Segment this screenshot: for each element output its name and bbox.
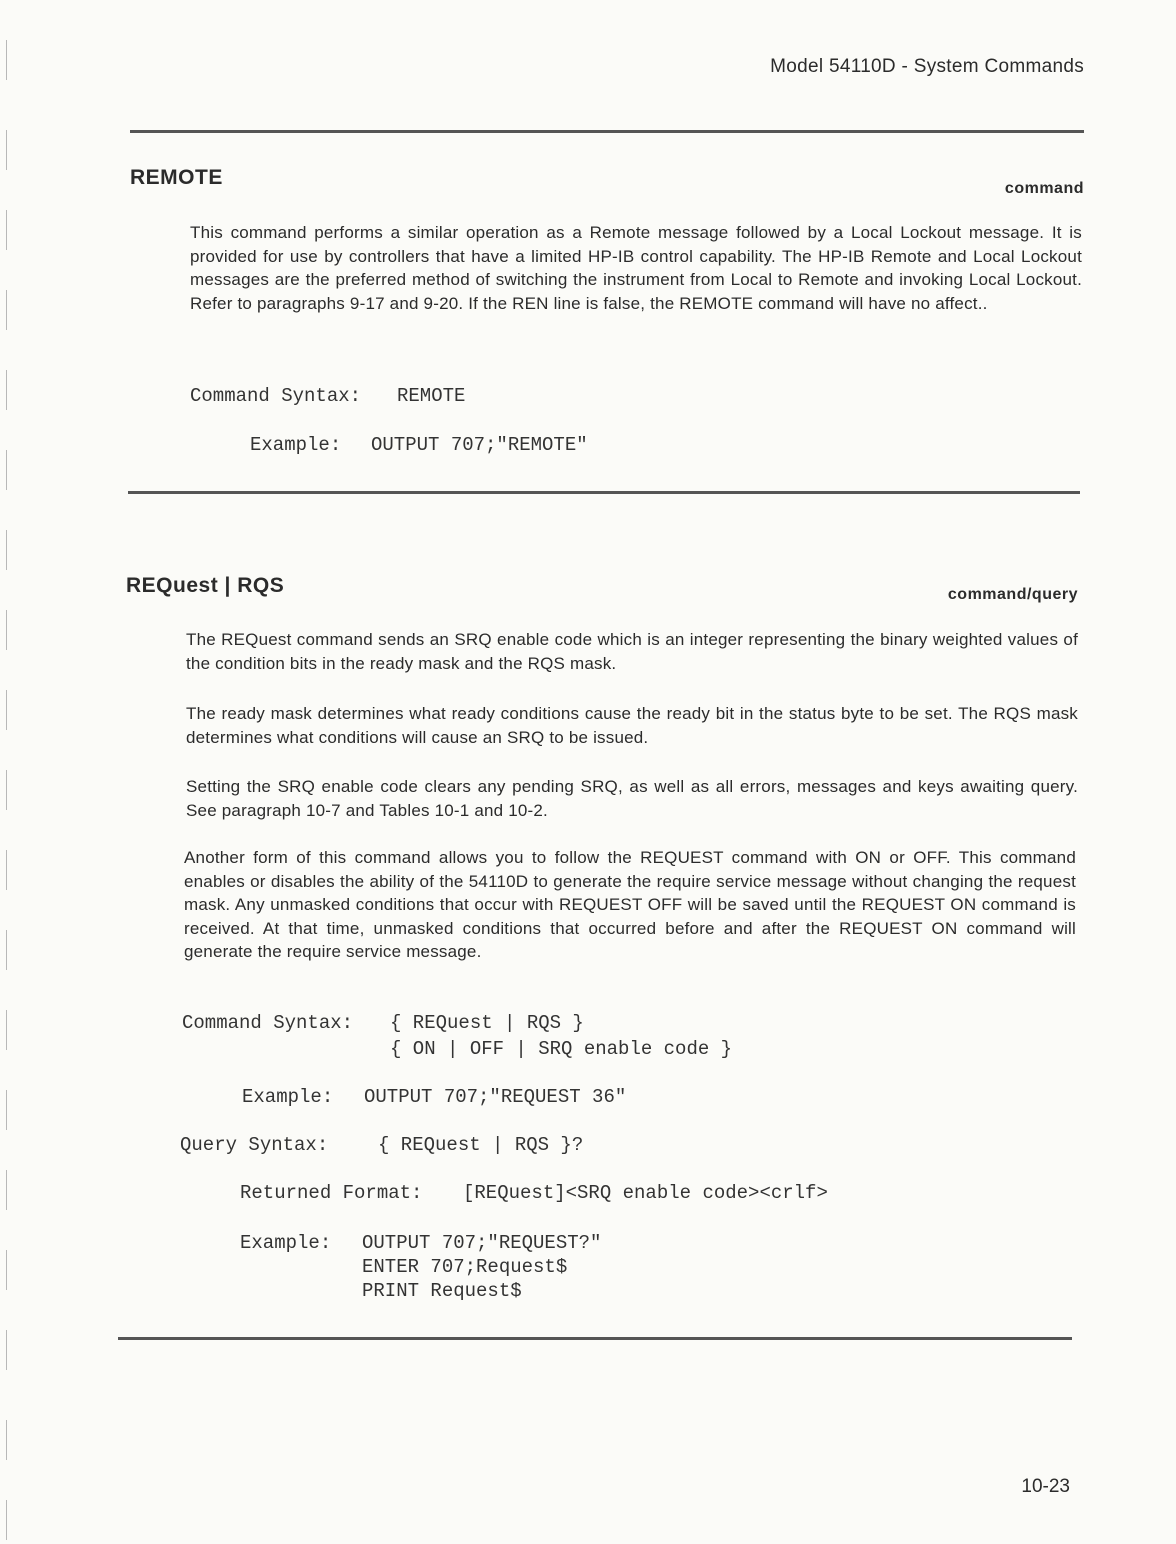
binder-edge-mark (6, 530, 9, 570)
binder-edge-mark (6, 130, 9, 170)
section-kind-remote: command (1004, 180, 1084, 197)
binder-edge-mark (6, 1170, 9, 1210)
request-paragraph-3: Setting the SRQ enable code clears any pending SRQ, as well as all errors, messages and keys awaiting query. See paragraph 10-7 and Tables 10-1 and 10-2. (186, 777, 1078, 820)
running-header: Model 54110D - System Commands (770, 56, 1084, 77)
request-query-syntax-value: { REQuest | RQS }? (378, 1134, 584, 1156)
section-divider (128, 491, 1080, 494)
request-command-syntax-line-1: { REQuest | RQS } (390, 1012, 584, 1034)
section-title-request: REQuest | RQS (126, 574, 285, 597)
request-returned-format-label: Returned Format: (240, 1182, 423, 1204)
request-command-syntax-label: Command Syntax: (182, 1012, 354, 1034)
request-query-syntax-label: Query Syntax: (180, 1134, 329, 1156)
page-number: 10-23 (1021, 1476, 1070, 1497)
request-example-2-line-3: PRINT Request$ (362, 1280, 522, 1302)
section-kind-request: command/query (947, 586, 1078, 603)
request-paragraph-1: The REQuest command sends an SRQ enable code which is an integer representing the binary weighted values of the condition bits in the ready mask and the RQS mask. (186, 630, 1078, 673)
section-divider (130, 130, 1084, 133)
section-title-remote: REMOTE (130, 166, 223, 189)
remote-example-label: Example: (250, 434, 342, 456)
request-example-1-label: Example: (242, 1086, 334, 1108)
request-example-2-line-1: OUTPUT 707;"REQUEST?" (362, 1232, 602, 1254)
binder-edge-mark (6, 1500, 9, 1540)
binder-edge-mark (6, 850, 9, 890)
binder-edge-mark (6, 930, 9, 970)
request-command-syntax-line-2: { ON | OFF | SRQ enable code } (390, 1038, 733, 1060)
remote-description: This command performs a similar operation as a Remote message followed by a Local Lockout message. It is provided for use by controllers that have a limited HP-IB control capability. The HP-IB Remote and Local Lockout messages are the preferred method of switching the instrument from Local to Remote and invoking Local Lockout. Refer to paragraphs 9-17 and 9-20. If the REN line is false, the REMOTE command will have no affect.. (190, 223, 1082, 313)
binder-edge-mark (6, 770, 9, 810)
request-example-2-line-2: ENTER 707;Request$ (362, 1256, 568, 1278)
remote-example-value: OUTPUT 707;"REMOTE" (371, 434, 588, 456)
request-paragraph-4: Another form of this command allows you to follow the REQUEST command with ON or OFF. This command enables or disables the ability of the 54110D to generate the require service message without changing the request mask. Any unmasked conditions that occur with REQUEST OFF will be saved until the REQUEST ON command is received. At that time, unmasked conditions that occurred before and after the REQUEST ON command will generate the require service message. (184, 848, 1076, 961)
binder-edge-mark (6, 370, 9, 410)
request-returned-format-value: [REQuest]<SRQ enable code><crlf> (463, 1182, 828, 1204)
section-divider (118, 1337, 1072, 1340)
binder-edge-mark (6, 1010, 9, 1050)
binder-edge-mark (6, 210, 9, 250)
binder-edge-mark (6, 40, 9, 80)
remote-syntax-label: Command Syntax: (190, 385, 362, 407)
request-example-1-value: OUTPUT 707;"REQUEST 36" (364, 1086, 627, 1108)
binder-edge-mark (6, 1420, 9, 1460)
binder-edge-mark (6, 1090, 9, 1130)
binder-edge-mark (6, 610, 9, 650)
request-example-2-label: Example: (240, 1232, 332, 1254)
request-paragraph-2: The ready mask determines what ready conditions cause the ready bit in the status byte to be set. The RQS mask determines what conditions will cause an SRQ to be issued. (186, 704, 1078, 747)
binder-edge-mark (6, 690, 9, 730)
remote-syntax-value: REMOTE (397, 385, 466, 407)
binder-edge-mark (6, 1330, 9, 1370)
binder-edge-mark (6, 1250, 9, 1290)
binder-edge-mark (6, 290, 9, 330)
binder-edge-mark (6, 450, 9, 490)
